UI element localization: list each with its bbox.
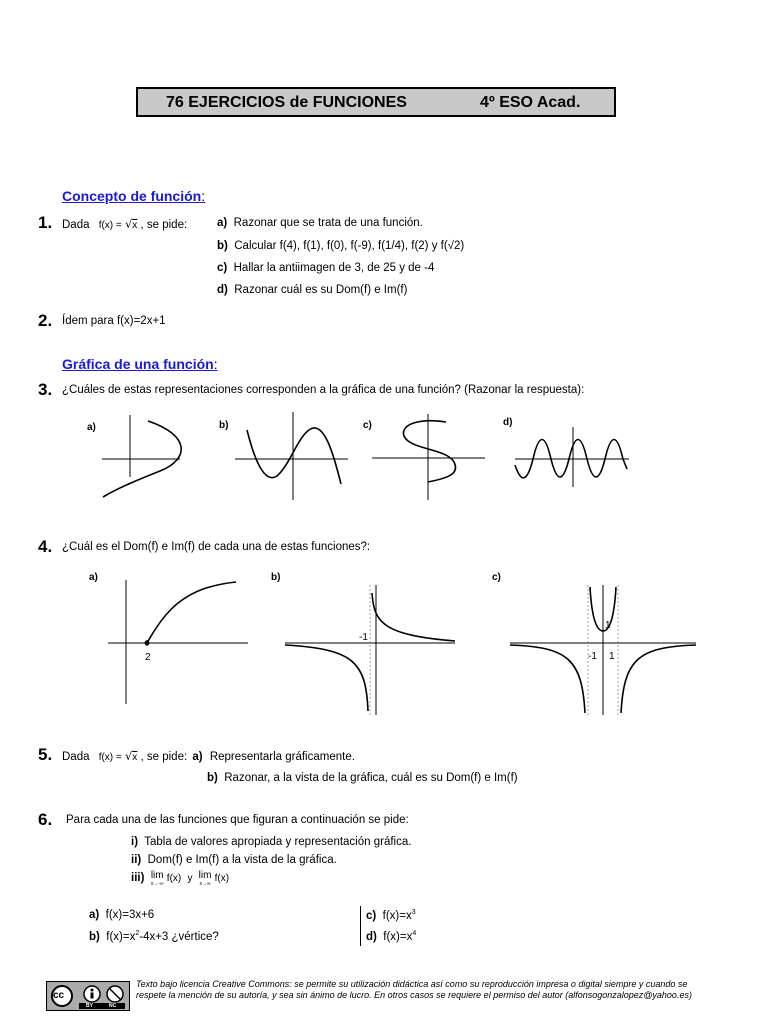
graph-4c-mark-xneg: -1 [588,651,597,662]
graph-3b-label: b) [219,420,229,431]
section-colon: : [213,356,218,372]
ex6-item-iii: iii) lim x→-∞ f(x) y lim x→∞ f(x) [131,870,230,887]
ex5-sqrt-arg: x [132,752,138,763]
graph-4a-point [145,641,150,646]
section-heading-concept [62,188,205,204]
graph-3a-label: a) [87,422,96,433]
graph-4c-mark-xpos: 1 [609,651,615,662]
exercise-3-number: 3. [38,380,53,399]
ex1-formula: f(x) = [98,220,122,231]
exercise-4-statement: ¿Cuál es el Dom(f) e Im(f) de cada una de estas funciones?: [62,541,371,553]
function-divider [360,906,361,946]
ex1-item-d: d) Razonar cuál es su Dom(f) e Im(f) [217,284,408,296]
ex6-item-ii: ii) Dom(f) e Im(f) a la vista de la gráfica. [131,854,337,866]
graph-4b-label: b) [271,572,281,583]
graph-4c-label: c) [492,572,501,583]
exercise-3-statement: ¿Cuáles de estas representaciones corresponden a la gráfica de una función? (Razonar la respuesta): [62,384,585,396]
ex6-func-a: a) f(x)=3x+6 [89,909,155,921]
ex1-item-b: b) Calcular f(4), f(1), f(0), f(-9), f(1/4), f(2) y f(√2) [217,240,465,252]
exercise-5-statement [62,749,355,763]
graph-4a-mark: 2 [145,652,151,663]
ex5-item-b: b) Razonar, a la vista de la gráfica, cuál es su Dom(f) e Im(f) [207,772,518,784]
section-colon: : [201,188,206,204]
ex5-tail: , se pide: [140,751,188,763]
ex1-item-c: c) Hallar la antiimagen de 3, de 25 y de -4 [217,262,435,274]
graph-4c-curve-left [510,645,585,713]
ex5-item-a-letter: a) [192,751,203,763]
ex6-item-i: i) Tabla de valores apropiada y representación gráfica. [131,836,412,848]
graph-3d [513,425,633,490]
graph-4a [106,578,256,708]
exercise-1-statement [62,217,187,231]
page-title: 76 EJERCICIOS de FUNCIONES [166,94,407,111]
exercise-1-number: 1. [38,213,53,232]
graph-3c-curve [403,421,455,482]
creative-commons-badge [46,981,130,1011]
ex1-tail: , se pide: [140,219,188,231]
limit-neg-inf: lim x→-∞ [150,870,164,887]
license-footer-text: Texto bajo licencia Creative Commons: se permite su utilización didáctica así como su reproducción impresa o digital siempre y cuando se respete la mención de su autoría, y sea sin ánimo de lucro. En otros casos se requiere el permiso del autor (alfonsogonzalopez@yahoo.es) [136,979,692,1000]
title-box [136,87,616,117]
graph-4c-curve-right [621,645,696,713]
ex1-item-a: a) Razonar que se trata de una función. [217,217,423,229]
graph-4a-curve [147,582,236,643]
exercise-4-number: 4. [38,537,53,556]
graph-3b-curve [247,428,341,484]
ex5-intro: Dada [62,751,90,763]
exercise-2-statement: Ídem para f(x)=2x+1 [62,315,166,327]
graph-3a [100,415,190,505]
ex1-sqrt-arg: x [132,220,138,231]
section-heading-graph [62,356,218,372]
cc-badge-text: cc [53,990,65,1001]
ex1-intro: Dada [62,219,90,231]
graph-3d-label: d) [503,417,513,428]
cc-badge-by: BY [86,1003,93,1009]
ex6-func-d: d) $f(x)=x^4$ [366,930,417,943]
graph-3c-label: c) [363,420,372,431]
graph-4b-mark: -1 [359,632,368,643]
graph-4b-curve-left [285,645,368,711]
graph-4a-label: a) [89,572,98,583]
exercise-5-number: 5. [38,745,53,764]
graph-3c [370,412,490,502]
ex6-func-b: b) $f(x)=x^2-4x+3$ ¿vértice? [89,930,219,943]
ex6-func-c: c) $f(x)=x^3$ [366,909,416,922]
cc-badge-nc: NC [109,1003,117,1009]
sqrt-symbol: √ [124,749,133,763]
section-heading-concept-text: Concepto de función [62,188,202,204]
graph-4b [283,583,458,718]
sqrt-symbol: √ [124,217,133,231]
ex5-formula: f(x) = [98,752,122,763]
exercise-6-number: 6. [38,810,53,829]
ex5-item-a-text: Representarla gráficamente. [209,751,355,763]
graph-4c [508,583,698,718]
section-heading-graph-text: Gráfica de una función [62,356,214,372]
graph-4b-curve-right [372,593,455,641]
course-level: 4º ESO Acad. [480,94,581,111]
limit-pos-inf: lim x→∞ [198,870,212,887]
exercise-6-statement: Para cada una de las funciones que figuran a continuación se pide: [66,814,409,826]
exercise-2-number: 2. [38,311,53,330]
graph-3b [233,412,353,502]
graph-4c-mark-y: 1 [605,620,611,631]
